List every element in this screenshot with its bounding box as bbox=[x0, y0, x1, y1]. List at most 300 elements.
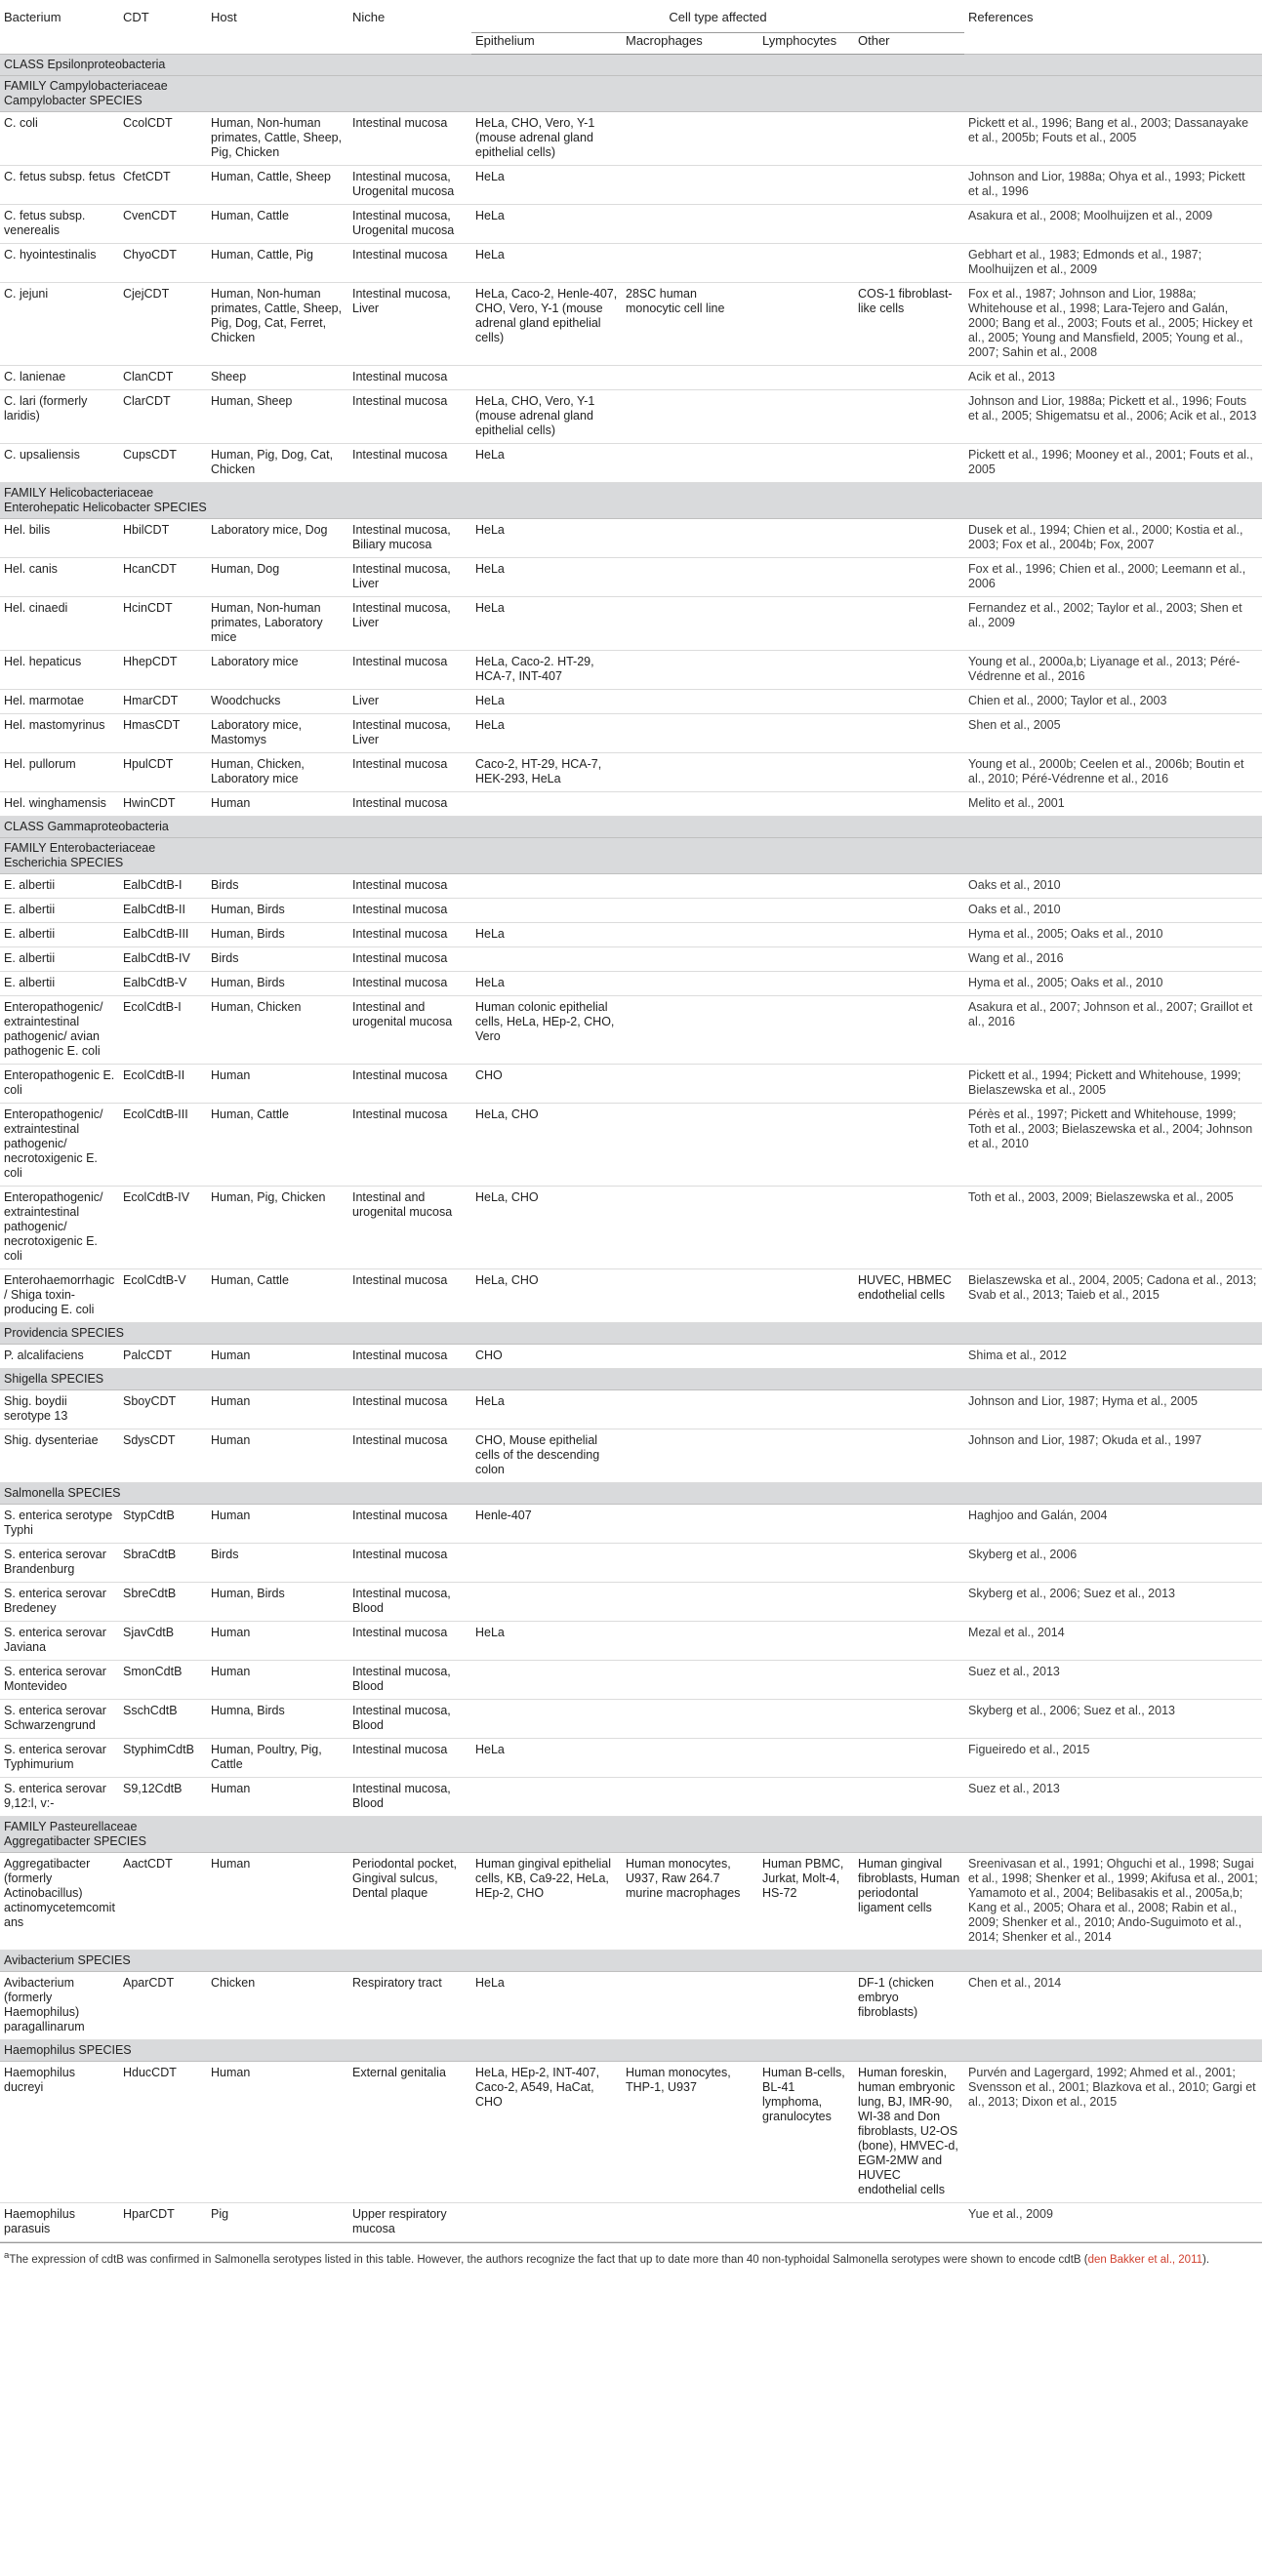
other-cell bbox=[854, 972, 964, 996]
macrophages-cell bbox=[622, 1065, 758, 1104]
bacterium-cell: E. albertii bbox=[0, 899, 119, 923]
host-cell: Human bbox=[207, 1778, 348, 1817]
table-row bbox=[0, 112, 1262, 166]
macrophages-cell bbox=[622, 972, 758, 996]
epithelium-cell: HeLa bbox=[471, 690, 622, 714]
lymphocytes-cell bbox=[758, 1972, 854, 2040]
niche-cell: Intestinal mucosa bbox=[348, 112, 471, 166]
epithelium-cell: HeLa bbox=[471, 444, 622, 483]
cdt-cell: EalbCdtB-IV bbox=[119, 947, 207, 972]
epithelium-cell bbox=[471, 1544, 622, 1583]
lymphocytes-cell bbox=[758, 558, 854, 597]
macrophages-cell bbox=[622, 1622, 758, 1661]
table-row bbox=[0, 923, 1262, 947]
host-cell: Human bbox=[207, 1622, 348, 1661]
table-row bbox=[0, 1065, 1262, 1104]
epithelium-cell: HeLa bbox=[471, 597, 622, 651]
epithelium-cell: Human colonic epithelial cells, HeLa, HEp-2, CHO, Vero bbox=[471, 996, 622, 1065]
references-cell: Chien et al., 2000; Taylor et al., 2003 bbox=[964, 690, 1262, 714]
niche-cell: Intestinal mucosa, Biliary mucosa bbox=[348, 519, 471, 558]
niche-cell: Intestinal mucosa, Liver bbox=[348, 597, 471, 651]
cdt-cell: ClanCDT bbox=[119, 366, 207, 390]
cdt-cell: HcanCDT bbox=[119, 558, 207, 597]
cdt-cell: AactCDT bbox=[119, 1853, 207, 1951]
macrophages-cell bbox=[622, 996, 758, 1065]
host-cell: Human, Dog bbox=[207, 558, 348, 597]
niche-cell: Intestinal mucosa bbox=[348, 1622, 471, 1661]
epithelium-cell: HeLa, CHO bbox=[471, 1269, 622, 1323]
host-cell: Sheep bbox=[207, 366, 348, 390]
table-row bbox=[0, 366, 1262, 390]
epithelium-cell bbox=[471, 1661, 622, 1700]
table-row bbox=[0, 1104, 1262, 1187]
cdt-cell: CfetCDT bbox=[119, 166, 207, 205]
macrophages-cell bbox=[622, 1269, 758, 1323]
niche-cell: Intestinal mucosa bbox=[348, 651, 471, 690]
epithelium-cell: HeLa bbox=[471, 1972, 622, 2040]
lymphocytes-cell bbox=[758, 1505, 854, 1544]
other-cell bbox=[854, 597, 964, 651]
epithelium-cell: HeLa, CHO bbox=[471, 1104, 622, 1187]
references-cell: Johnson and Lior, 1987; Hyma et al., 2005 bbox=[964, 1390, 1262, 1429]
lymphocytes-cell bbox=[758, 923, 854, 947]
other-cell bbox=[854, 1739, 964, 1778]
lymphocytes-cell bbox=[758, 283, 854, 366]
section-label: Shigella SPECIES bbox=[0, 1369, 1262, 1390]
niche-cell: Intestinal mucosa, Blood bbox=[348, 1778, 471, 1817]
epithelium-cell: Human gingival epithelial cells, KB, Ca9-22, HeLa, HEp-2, CHO bbox=[471, 1853, 622, 1951]
references-cell: Shima et al., 2012 bbox=[964, 1345, 1262, 1369]
other-cell bbox=[854, 244, 964, 283]
lymphocytes-cell bbox=[758, 112, 854, 166]
host-cell: Human, Non-human primates, Cattle, Sheep, Pig, Chicken bbox=[207, 112, 348, 166]
table-row bbox=[0, 519, 1262, 558]
table-row bbox=[0, 753, 1262, 792]
niche-cell: Intestinal mucosa bbox=[348, 947, 471, 972]
macrophages-cell bbox=[622, 690, 758, 714]
host-cell: Human bbox=[207, 1390, 348, 1429]
other-cell bbox=[854, 923, 964, 947]
niche-cell: Intestinal mucosa, Liver bbox=[348, 558, 471, 597]
macrophages-cell bbox=[622, 1345, 758, 1369]
section-label: FAMILY Helicobacteriaceae Enterohepatic Helicobacter SPECIES bbox=[0, 483, 1262, 519]
footnote: $^a$The expression of cdtB was confirmed in Salmonella serotypes listed in this table. However, the authors recognize the fact that up to date more than 40 non-typhoidal Salmonella serotypes were shown to encode cdtB (den Bakker et al., 2011). bbox=[0, 2242, 1262, 2273]
other-cell bbox=[854, 1661, 964, 1700]
epithelium-cell: HeLa, CHO bbox=[471, 1187, 622, 1269]
references-cell: Bielaszewska et al., 2004, 2005; Cadona et al., 2013; Svab et al., 2013; Taieb et al., 2015 bbox=[964, 1269, 1262, 1323]
niche-cell: Intestinal mucosa bbox=[348, 244, 471, 283]
host-cell: Human, Sheep bbox=[207, 390, 348, 444]
bacterium-cell: P. alcalifaciens bbox=[0, 1345, 119, 1369]
cdt-cell: CupsCDT bbox=[119, 444, 207, 483]
lymphocytes-cell bbox=[758, 366, 854, 390]
other-cell bbox=[854, 690, 964, 714]
macrophages-cell bbox=[622, 519, 758, 558]
epithelium-cell: HeLa bbox=[471, 244, 622, 283]
bacterium-cell: E. albertii bbox=[0, 972, 119, 996]
bacterium-cell: Hel. marmotae bbox=[0, 690, 119, 714]
other-cell bbox=[854, 366, 964, 390]
macrophages-cell bbox=[622, 923, 758, 947]
cdt-cell: SbreCdtB bbox=[119, 1583, 207, 1622]
host-cell: Laboratory mice, Dog bbox=[207, 519, 348, 558]
references-cell: Young et al., 2000a,b; Liyanage et al., 2013; Péré-Védrenne et al., 2016 bbox=[964, 651, 1262, 690]
bacterium-cell: S. enterica serovar Schwarzengrund bbox=[0, 1700, 119, 1739]
lymphocytes-cell bbox=[758, 1583, 854, 1622]
table-row bbox=[0, 205, 1262, 244]
host-cell: Pig bbox=[207, 2203, 348, 2242]
epithelium-cell bbox=[471, 1700, 622, 1739]
references-cell: Pérès et al., 1997; Pickett and Whitehouse, 1999; Toth et al., 2003; Bielaszewska et al., 2004; Johnson et al., 2010 bbox=[964, 1104, 1262, 1187]
lymphocytes-cell bbox=[758, 714, 854, 753]
bacterium-cell: Shig. dysenteriae bbox=[0, 1429, 119, 1483]
cdt-cell: HbilCDT bbox=[119, 519, 207, 558]
cdt-cell: HcinCDT bbox=[119, 597, 207, 651]
macrophages-cell bbox=[622, 1778, 758, 1817]
other-cell bbox=[854, 558, 964, 597]
niche-cell: Intestinal mucosa, Blood bbox=[348, 1583, 471, 1622]
lymphocytes-cell bbox=[758, 244, 854, 283]
macrophages-cell bbox=[622, 1972, 758, 2040]
other-cell bbox=[854, 1065, 964, 1104]
references-cell: Asakura et al., 2007; Johnson et al., 2007; Graillot et al., 2016 bbox=[964, 996, 1262, 1065]
header-host: Host bbox=[211, 10, 237, 24]
macrophages-cell bbox=[622, 1700, 758, 1739]
lymphocytes-cell bbox=[758, 651, 854, 690]
lymphocytes-cell bbox=[758, 1187, 854, 1269]
host-cell: Human bbox=[207, 2062, 348, 2203]
host-cell: Human, Non-human primates, Cattle, Sheep, Pig, Dog, Cat, Ferret, Chicken bbox=[207, 283, 348, 366]
niche-cell: Intestinal mucosa bbox=[348, 1739, 471, 1778]
epithelium-cell bbox=[471, 2203, 622, 2242]
cdt-cell: EcolCdtB-III bbox=[119, 1104, 207, 1187]
epithelium-cell: CHO bbox=[471, 1345, 622, 1369]
references-cell: Johnson and Lior, 1988a; Pickett et al., 1996; Fouts et al., 2005; Shigematsu et al., 2006; Acik et al., 2013 bbox=[964, 390, 1262, 444]
host-cell: Human bbox=[207, 792, 348, 817]
macrophages-cell bbox=[622, 2203, 758, 2242]
other-cell: HUVEC, HBMEC endothelial cells bbox=[854, 1269, 964, 1323]
other-cell bbox=[854, 1505, 964, 1544]
references-cell: Acik et al., 2013 bbox=[964, 366, 1262, 390]
references-cell: Skyberg et al., 2006; Suez et al., 2013 bbox=[964, 1583, 1262, 1622]
epithelium-cell bbox=[471, 792, 622, 817]
macrophages-cell bbox=[622, 1429, 758, 1483]
references-cell: Figueiredo et al., 2015 bbox=[964, 1739, 1262, 1778]
host-cell: Birds bbox=[207, 874, 348, 899]
niche-cell: Intestinal mucosa bbox=[348, 1065, 471, 1104]
cdt-cell: CjejCDT bbox=[119, 283, 207, 366]
header-niche: Niche bbox=[352, 10, 386, 24]
section-header bbox=[0, 1323, 1262, 1345]
table-row bbox=[0, 690, 1262, 714]
references-cell: Sreenivasan et al., 1991; Ohguchi et al., 1998; Sugai et al., 1998; Shenker et al., 1999; Akifusa et al., 2001; Yamamoto et al., 2004; Belibasakis et al., 2005a,b; Kang et al., 2005; Ohara et al., 2008; Rabin et al., 2009; Shenker et al., 2010; Ando-Suguimoto et al., 2014; Shenker et al., 2014 bbox=[964, 1853, 1262, 1951]
host-cell: Human, Birds bbox=[207, 1583, 348, 1622]
other-cell bbox=[854, 444, 964, 483]
section-label: Haemophilus SPECIES bbox=[0, 2040, 1262, 2062]
epithelium-cell: HeLa bbox=[471, 166, 622, 205]
macrophages-cell bbox=[622, 651, 758, 690]
other-cell: DF-1 (chicken embryo fibroblasts) bbox=[854, 1972, 964, 2040]
references-cell: Hyma et al., 2005; Oaks et al., 2010 bbox=[964, 923, 1262, 947]
macrophages-cell bbox=[622, 205, 758, 244]
host-cell: Human, Birds bbox=[207, 899, 348, 923]
lymphocytes-cell bbox=[758, 1345, 854, 1369]
lymphocytes-cell bbox=[758, 519, 854, 558]
niche-cell: Intestinal mucosa bbox=[348, 899, 471, 923]
other-cell: Human foreskin, human embryonic lung, BJ, IMR-90, WI-38 and Don fibroblasts, U2-OS (bone), HMVEC-d, EGM-2MW and HUVEC endothelial cells bbox=[854, 2062, 964, 2203]
other-cell bbox=[854, 714, 964, 753]
macrophages-cell bbox=[622, 753, 758, 792]
niche-cell: Upper respiratory mucosa bbox=[348, 2203, 471, 2242]
lymphocytes-cell bbox=[758, 1065, 854, 1104]
table-row bbox=[0, 1700, 1262, 1739]
other-cell bbox=[854, 996, 964, 1065]
niche-cell: Intestinal and urogenital mucosa bbox=[348, 996, 471, 1065]
header-macrophages: Macrophages bbox=[622, 33, 758, 55]
epithelium-cell: HeLa bbox=[471, 1622, 622, 1661]
lymphocytes-cell bbox=[758, 597, 854, 651]
references-cell: Asakura et al., 2008; Moolhuijzen et al., 2009 bbox=[964, 205, 1262, 244]
lymphocytes-cell bbox=[758, 899, 854, 923]
other-cell bbox=[854, 1544, 964, 1583]
host-cell: Human, Cattle bbox=[207, 1269, 348, 1323]
references-cell: Mezal et al., 2014 bbox=[964, 1622, 1262, 1661]
epithelium-cell: HeLa bbox=[471, 714, 622, 753]
bacterium-cell: S. enterica serovar Bredeney bbox=[0, 1583, 119, 1622]
lymphocytes-cell bbox=[758, 1778, 854, 1817]
references-cell: Johnson and Lior, 1988a; Ohya et al., 1993; Pickett et al., 1996 bbox=[964, 166, 1262, 205]
references-cell: Pickett et al., 1996; Mooney et al., 2001; Fouts et al., 2005 bbox=[964, 444, 1262, 483]
references-cell: Toth et al., 2003, 2009; Bielaszewska et al., 2005 bbox=[964, 1187, 1262, 1269]
footnote-end: ). bbox=[1202, 2253, 1210, 2266]
table-row bbox=[0, 390, 1262, 444]
niche-cell: Respiratory tract bbox=[348, 1972, 471, 2040]
section-label: Avibacterium SPECIES bbox=[0, 1951, 1262, 1972]
references-cell: Young et al., 2000b; Ceelen et al., 2006b; Boutin et al., 2010; Péré-Védrenne et al., 2016 bbox=[964, 753, 1262, 792]
host-cell: Chicken bbox=[207, 1972, 348, 2040]
cdt-cell: EalbCdtB-II bbox=[119, 899, 207, 923]
other-cell bbox=[854, 947, 964, 972]
table-row bbox=[0, 947, 1262, 972]
section-label: Providencia SPECIES bbox=[0, 1323, 1262, 1345]
cdt-cell: EalbCdtB-I bbox=[119, 874, 207, 899]
header-references: References bbox=[968, 10, 1034, 24]
lymphocytes-cell bbox=[758, 390, 854, 444]
bacterium-cell: C. coli bbox=[0, 112, 119, 166]
cdt-cell: SschCdtB bbox=[119, 1700, 207, 1739]
table-row bbox=[0, 1429, 1262, 1483]
epithelium-cell: HeLa bbox=[471, 923, 622, 947]
table-row bbox=[0, 899, 1262, 923]
macrophages-cell bbox=[622, 1505, 758, 1544]
header-lymphocytes: Lymphocytes bbox=[758, 33, 854, 55]
cdt-cell: StyphimCdtB bbox=[119, 1739, 207, 1778]
bacterium-cell: Enteropathogenic/ extraintestinal pathogenic/ necrotoxigenic E. coli bbox=[0, 1187, 119, 1269]
niche-cell: Intestinal mucosa bbox=[348, 1345, 471, 1369]
header-bacterium: Bacterium bbox=[4, 10, 61, 24]
host-cell: Human bbox=[207, 1065, 348, 1104]
epithelium-cell bbox=[471, 366, 622, 390]
epithelium-cell bbox=[471, 1583, 622, 1622]
niche-cell: Intestinal mucosa bbox=[348, 874, 471, 899]
niche-cell: Intestinal mucosa bbox=[348, 792, 471, 817]
cdt-cell: HducCDT bbox=[119, 2062, 207, 2203]
niche-cell: Intestinal mucosa bbox=[348, 753, 471, 792]
section-header bbox=[0, 1369, 1262, 1390]
table-row bbox=[0, 1390, 1262, 1429]
macrophages-cell bbox=[622, 558, 758, 597]
table-row bbox=[0, 1661, 1262, 1700]
cdt-cell: HwinCDT bbox=[119, 792, 207, 817]
footnote-text: The expression of cdtB was confirmed in Salmonella serotypes listed in this table. However, the authors recognize the fact that up to date more than 40 non-typhoidal Salmonella serotypes were shown to encode cdtB ( bbox=[9, 2253, 1088, 2266]
section-label: CLASS Epsilonproteobacteria bbox=[0, 55, 1262, 76]
bacterium-cell: Haemophilus ducreyi bbox=[0, 2062, 119, 2203]
references-cell: Hyma et al., 2005; Oaks et al., 2010 bbox=[964, 972, 1262, 996]
epithelium-cell: HeLa bbox=[471, 972, 622, 996]
macrophages-cell bbox=[622, 947, 758, 972]
macrophages-cell bbox=[622, 874, 758, 899]
cdt-cell: SjavCdtB bbox=[119, 1622, 207, 1661]
header-epithelium: Epithelium bbox=[471, 33, 622, 55]
epithelium-cell bbox=[471, 947, 622, 972]
bacterium-cell: C. hyointestinalis bbox=[0, 244, 119, 283]
host-cell: Human, Cattle, Pig bbox=[207, 244, 348, 283]
bacterium-cell: Hel. bilis bbox=[0, 519, 119, 558]
macrophages-cell bbox=[622, 166, 758, 205]
other-cell bbox=[854, 1345, 964, 1369]
macrophages-cell bbox=[622, 244, 758, 283]
macrophages-cell bbox=[622, 366, 758, 390]
cdt-cell: HhepCDT bbox=[119, 651, 207, 690]
macrophages-cell bbox=[622, 1739, 758, 1778]
host-cell: Human, Cattle bbox=[207, 1104, 348, 1187]
references-cell: Pickett et al., 1994; Pickett and Whitehouse, 1999; Bielaszewska et al., 2005 bbox=[964, 1065, 1262, 1104]
niche-cell: Intestinal mucosa, Liver bbox=[348, 283, 471, 366]
other-cell bbox=[854, 1429, 964, 1483]
epithelium-cell: HeLa, Caco-2. HT-29, HCA-7, INT-407 bbox=[471, 651, 622, 690]
cdt-cell: HparCDT bbox=[119, 2203, 207, 2242]
table-row bbox=[0, 558, 1262, 597]
cdt-cell: EcolCdtB-I bbox=[119, 996, 207, 1065]
host-cell: Human bbox=[207, 1505, 348, 1544]
references-cell: Oaks et al., 2010 bbox=[964, 899, 1262, 923]
host-cell: Human, Pig, Dog, Cat, Chicken bbox=[207, 444, 348, 483]
references-cell: Shen et al., 2005 bbox=[964, 714, 1262, 753]
host-cell: Human, Birds bbox=[207, 972, 348, 996]
references-cell: Melito et al., 2001 bbox=[964, 792, 1262, 817]
bacterium-cell: Shig. boydii serotype 13 bbox=[0, 1390, 119, 1429]
epithelium-cell: HeLa, CHO, Vero, Y-1 (mouse adrenal gland epithelial cells) bbox=[471, 112, 622, 166]
host-cell: Human, Birds bbox=[207, 923, 348, 947]
lymphocytes-cell bbox=[758, 1739, 854, 1778]
lymphocytes-cell bbox=[758, 947, 854, 972]
other-cell bbox=[854, 1390, 964, 1429]
lymphocytes-cell bbox=[758, 1269, 854, 1323]
macrophages-cell bbox=[622, 1544, 758, 1583]
table-row bbox=[0, 1622, 1262, 1661]
table-row bbox=[0, 597, 1262, 651]
table-row bbox=[0, 1972, 1262, 2040]
other-cell bbox=[854, 1187, 964, 1269]
cdt-cell: EcolCdtB-II bbox=[119, 1065, 207, 1104]
table-row bbox=[0, 1269, 1262, 1323]
macrophages-cell: Human monocytes, U937, Raw 264.7 murine macrophages bbox=[622, 1853, 758, 1951]
macrophages-cell bbox=[622, 444, 758, 483]
cdt-cell: SdysCDT bbox=[119, 1429, 207, 1483]
epithelium-cell: HeLa, CHO, Vero, Y-1 (mouse adrenal gland epithelial cells) bbox=[471, 390, 622, 444]
references-cell: Fox et al., 1987; Johnson and Lior, 1988a; Whitehouse et al., 1998; Lara-Tejero and Galán, 2000; Bang et al., 2003; Fouts et al., 2005; Hickey et al., 2005; Young and Mansfield, 2005; Young et al., 2007; Sahin et al., 2008 bbox=[964, 283, 1262, 366]
section-header bbox=[0, 1817, 1262, 1853]
other-cell: Human gingival fibroblasts, Human periodontal ligament cells bbox=[854, 1853, 964, 1951]
table-row bbox=[0, 444, 1262, 483]
cdt-cell: EalbCdtB-V bbox=[119, 972, 207, 996]
macrophages-cell bbox=[622, 1661, 758, 1700]
bacterium-cell: S. enterica serovar Javiana bbox=[0, 1622, 119, 1661]
bacterium-cell: E. albertii bbox=[0, 947, 119, 972]
bacterium-cell: C. lari (formerly laridis) bbox=[0, 390, 119, 444]
other-cell bbox=[854, 651, 964, 690]
macrophages-cell bbox=[622, 1583, 758, 1622]
bacterium-cell: S. enterica serovar Typhimurium bbox=[0, 1739, 119, 1778]
bacterium-cell: Hel. hepaticus bbox=[0, 651, 119, 690]
bacterium-cell: Hel. mastomyrinus bbox=[0, 714, 119, 753]
macrophages-cell bbox=[622, 390, 758, 444]
bacterium-cell: Hel. canis bbox=[0, 558, 119, 597]
header-cdt: CDT bbox=[123, 10, 149, 24]
references-cell: Fernandez et al., 2002; Taylor et al., 2003; Shen et al., 2009 bbox=[964, 597, 1262, 651]
table-row bbox=[0, 1345, 1262, 1369]
other-cell bbox=[854, 1700, 964, 1739]
other-cell bbox=[854, 792, 964, 817]
epithelium-cell: HeLa bbox=[471, 205, 622, 244]
niche-cell: External genitalia bbox=[348, 2062, 471, 2203]
lymphocytes-cell bbox=[758, 1390, 854, 1429]
references-cell: Chen et al., 2014 bbox=[964, 1972, 1262, 2040]
table-row bbox=[0, 972, 1262, 996]
bacterium-cell: Aggregatibacter (formerly Actinobacillus) actinomycetemcomitans bbox=[0, 1853, 119, 1951]
section-header bbox=[0, 483, 1262, 519]
section-header bbox=[0, 1483, 1262, 1505]
cdt-cell: S9,12CdtB bbox=[119, 1778, 207, 1817]
epithelium-cell bbox=[471, 1778, 622, 1817]
host-cell: Birds bbox=[207, 1544, 348, 1583]
niche-cell: Intestinal mucosa bbox=[348, 972, 471, 996]
host-cell: Birds bbox=[207, 947, 348, 972]
section-header bbox=[0, 817, 1262, 838]
niche-cell: Intestinal and urogenital mucosa bbox=[348, 1187, 471, 1269]
bacterium-cell: Hel. winghamensis bbox=[0, 792, 119, 817]
other-cell bbox=[854, 1583, 964, 1622]
epithelium-cell: HeLa bbox=[471, 558, 622, 597]
bacterium-cell: Enterohaemorrhagic/ Shiga toxin-producing E. coli bbox=[0, 1269, 119, 1323]
cdt-cell: CcolCDT bbox=[119, 112, 207, 166]
references-cell: Suez et al., 2013 bbox=[964, 1661, 1262, 1700]
table-row bbox=[0, 244, 1262, 283]
table-row bbox=[0, 1187, 1262, 1269]
lymphocytes-cell: Human B-cells, BL-41 lymphoma, granulocytes bbox=[758, 2062, 854, 2203]
lymphocytes-cell bbox=[758, 1429, 854, 1483]
lymphocytes-cell: Human PBMC, Jurkat, Molt-4, HS-72 bbox=[758, 1853, 854, 1951]
lymphocytes-cell bbox=[758, 444, 854, 483]
epithelium-cell: HeLa bbox=[471, 519, 622, 558]
references-cell: Dusek et al., 1994; Chien et al., 2000; Kostia et al., 2003; Fox et al., 2004b; Fox, 2007 bbox=[964, 519, 1262, 558]
other-cell bbox=[854, 874, 964, 899]
cdt-cell: AparCDT bbox=[119, 1972, 207, 2040]
macrophages-cell bbox=[622, 1104, 758, 1187]
other-cell bbox=[854, 1622, 964, 1661]
table-row bbox=[0, 651, 1262, 690]
bacterium-cell: C. jejuni bbox=[0, 283, 119, 366]
